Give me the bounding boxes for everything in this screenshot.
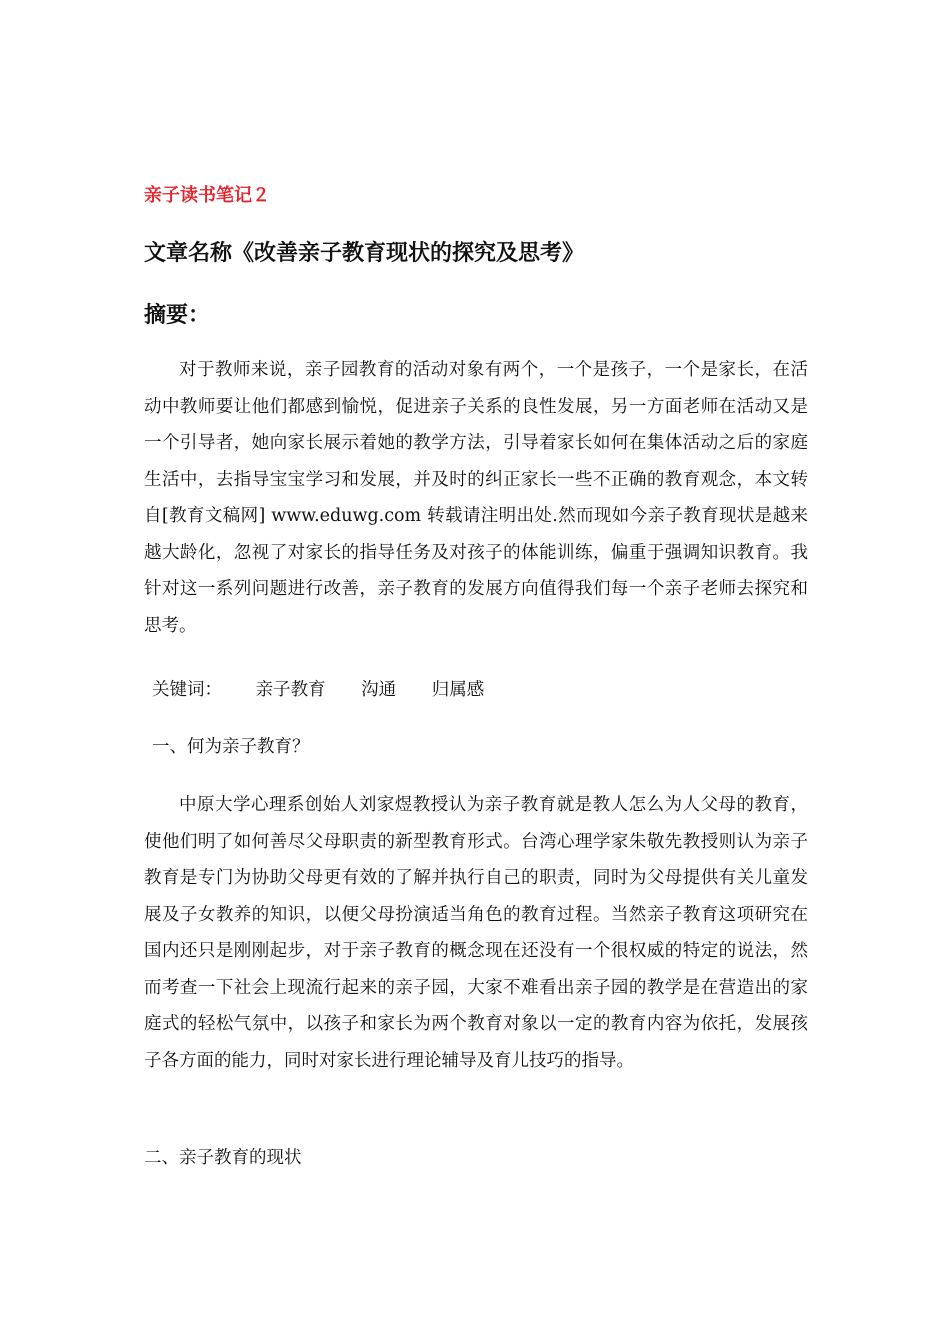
notes-title: 亲子读书笔记２ — [144, 185, 270, 206]
abstract-paragraph: 对于教师来说，亲子园教育的活动对象有两个，一个是孩子，一个是家长，在活动中教师要让他们都感到愉悦，促进亲子关系的良性发展，另一方面老师在活动又是一个引导者，她向家长展示着她的教学方法，引导着家长如何在集体活动之后的家庭生活中，去指导宝宝学习和发展，并及时的纠正家长一些不正确的教育观念，本文转自[教育文稿网] www.eduwg.com 转载请注明出处.然而现如今亲子教育现状是越来越大龄化，忽视了对家长的指导任务及对孩子的体能训练，偏重于强调知识教育。我针对这一系列问题进行改善，亲子教育的发展方向值得我们每一个亲子老师去探究和思考。 — [144, 360, 808, 636]
keywords-label: 关键词： — [152, 680, 222, 700]
keywords-line — [152, 676, 514, 701]
article-title: 文章名称《改善亲子教育现状的探究及思考》 — [144, 241, 585, 266]
keyword-item: 沟通 — [361, 680, 397, 700]
section-paragraph: 中原大学心理系创始人刘家煜教授认为亲子教育就是教人怎么为人父母的教育，使他们明了如何善尽父母职责的新型教育形式。台湾心理学家朱敬先教授则认为亲子教育是专门为协助父母更有效的了解并执行自己的职责，同时为父母提供有关儿童发展及子女教养的知识，以便父母扮演适当角色的教育过程。当然亲子教育这项研究在国内还只是刚刚起步，对于亲子教育的概念现在还没有一个很权威的特定的说法，然而考查一下社会上现流行起来的亲子园，大家不难看出亲子园的教学是在营造出的家庭式的轻松气氛中，以孩子和家长为两个教育对象以一定的教育内容为依托，发展孩子各方面的能力，同时对家长进行理论辅导及育儿技巧的指导。 — [144, 795, 808, 1071]
abstract-label: 摘要： — [144, 303, 211, 328]
section-heading: 二、亲子教育的现状 — [144, 1148, 302, 1168]
section-heading: 一、何为亲子教育？ — [152, 737, 310, 757]
keyword-item: 亲子教育 — [255, 680, 326, 700]
keyword-item: 归属感 — [431, 680, 485, 700]
